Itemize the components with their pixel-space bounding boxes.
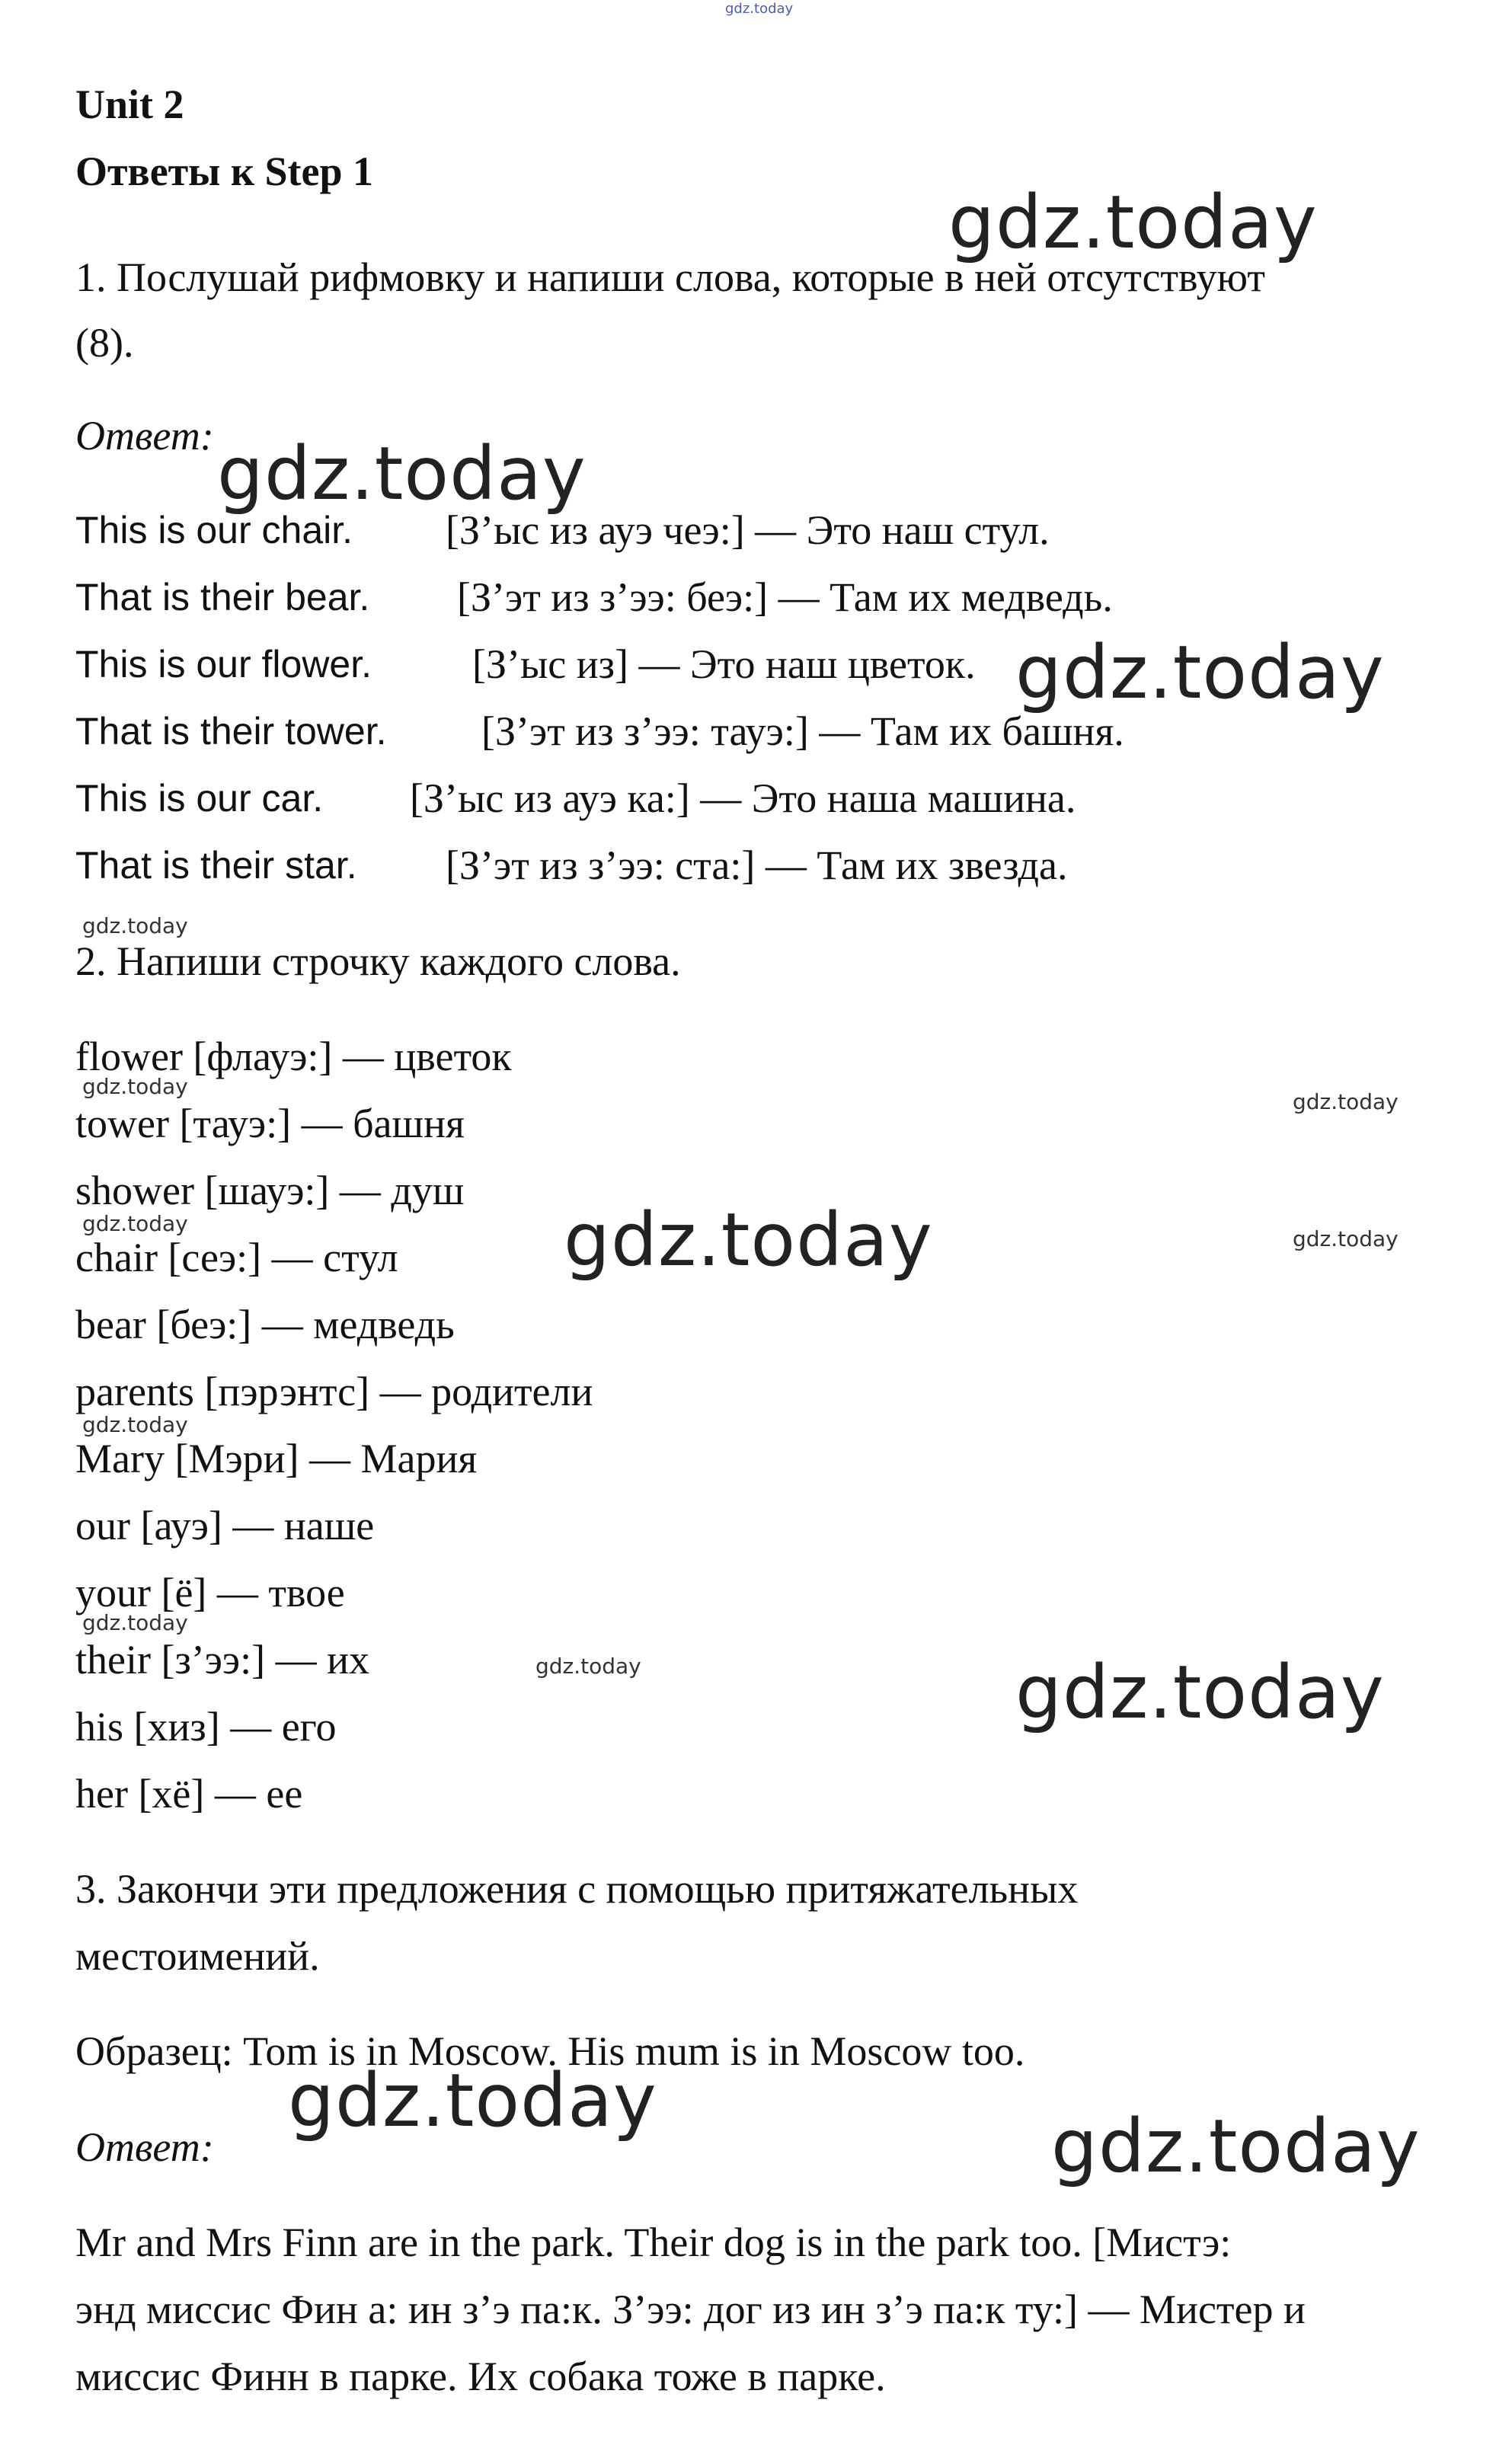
watermark-small: gdz.today [82,1610,188,1635]
task2-word: your [ё] — твое [75,1570,345,1616]
task2-word: bear [беэ:] — медведь [75,1302,455,1347]
task2-word: parents [пэрэнтс] — родители [75,1369,593,1414]
unit-title: Unit 2 [75,81,184,127]
watermark-big: gdz.today [217,431,587,516]
watermark-big: gdz.today [1015,630,1385,715]
task3-title-line2: местоимений. [75,1933,320,1979]
watermark-small: gdz.today [535,1654,641,1679]
task2-word: their [з’ээ:] — их [75,1637,369,1683]
task1-row-tr: [З’эт из з’ээ: тауэ:] — Там их башня. [481,708,1124,754]
watermark-big: gdz.today [564,1197,933,1283]
task3-answer-line2: энд миссис Фин а: ин з’э па:к. З’ээ: дог из ин з’э па:к ту:] — Мистер и [75,2287,1306,2332]
watermark-small: gdz.today [1293,1226,1399,1251]
watermark-small: gdz.today [82,913,188,938]
watermark-big: gdz.today [288,2058,657,2143]
watermark-big: gdz.today [948,180,1318,265]
task1-row-en: That is their star. [75,844,357,887]
task2-word: shower [шауэ:] — душ [75,1168,465,1213]
task1-row-tr: [З’ыс из ауэ ка:] — Это наша машина. [410,775,1076,821]
watermark-big: gdz.today [1015,1650,1385,1735]
watermark-top: gdz.today [725,1,794,17]
task2-word: our [ауэ] — наше [75,1503,375,1548]
task1-row-tr: [З’ыс из] — Это наш цветок. [472,641,976,687]
task2-title: 2. Напиши строчку каждого слова. [75,938,681,984]
task1-title-line1: 1. Послушай рифмовку и напиши слова, которые в ней отсутствуют [75,254,1265,300]
watermark-small: gdz.today [82,1074,188,1099]
watermark-small: gdz.today [1293,1089,1399,1114]
task3-answer-label: Ответ: [75,2124,214,2170]
task2-word: her [хё] — ее [75,1771,303,1817]
task1-row-en: That is their tower. [75,710,387,753]
watermark-small: gdz.today [82,1412,188,1437]
step-title: Ответы к Step 1 [75,149,373,194]
task1-row-tr: [З’ыс из ауэ чеэ:] — Это наш стул. [446,507,1050,553]
task1-row-tr: [З’эт из з’ээ: ста:] — Там их звезда. [446,842,1068,888]
task2-word: flower [флауэ:] — цветок [75,1034,512,1079]
task2-word: tower [тауэ:] — башня [75,1101,465,1146]
task2-word: chair [сеэ:] — стул [75,1235,398,1280]
task2-word: his [хиз] — его [75,1704,337,1750]
task1-title-line2: (8). [75,320,134,366]
task1-row-en: This is our flower. [75,643,372,686]
task3-title-line1: 3. Закончи эти предложения с помощью притяжательных [75,1866,1079,1912]
task1-answer-label: Ответ: [75,413,214,459]
task1-row-tr: [З’эт из з’ээ: беэ:] — Там их медведь. [457,574,1113,620]
watermark-small: gdz.today [82,1211,188,1236]
task3-answer-line3: миссис Финн в парке. Их собака тоже в парке. [75,2354,886,2399]
task1-row-en: This is our car. [75,777,324,820]
task3-answer-line1: Mr and Mrs Finn are in the park. Their dog is in the park too. [Мистэ: [75,2220,1232,2265]
task1-row-en: This is our chair. [75,509,353,551]
task3-example: Образец: Tom is in Moscow. His mum is in Moscow too. [75,2028,1025,2074]
watermark-big: gdz.today [1051,2104,1421,2189]
task2-word: Mary [Мэри] — Мария [75,1436,478,1481]
task1-row-en: That is their bear. [75,576,370,618]
